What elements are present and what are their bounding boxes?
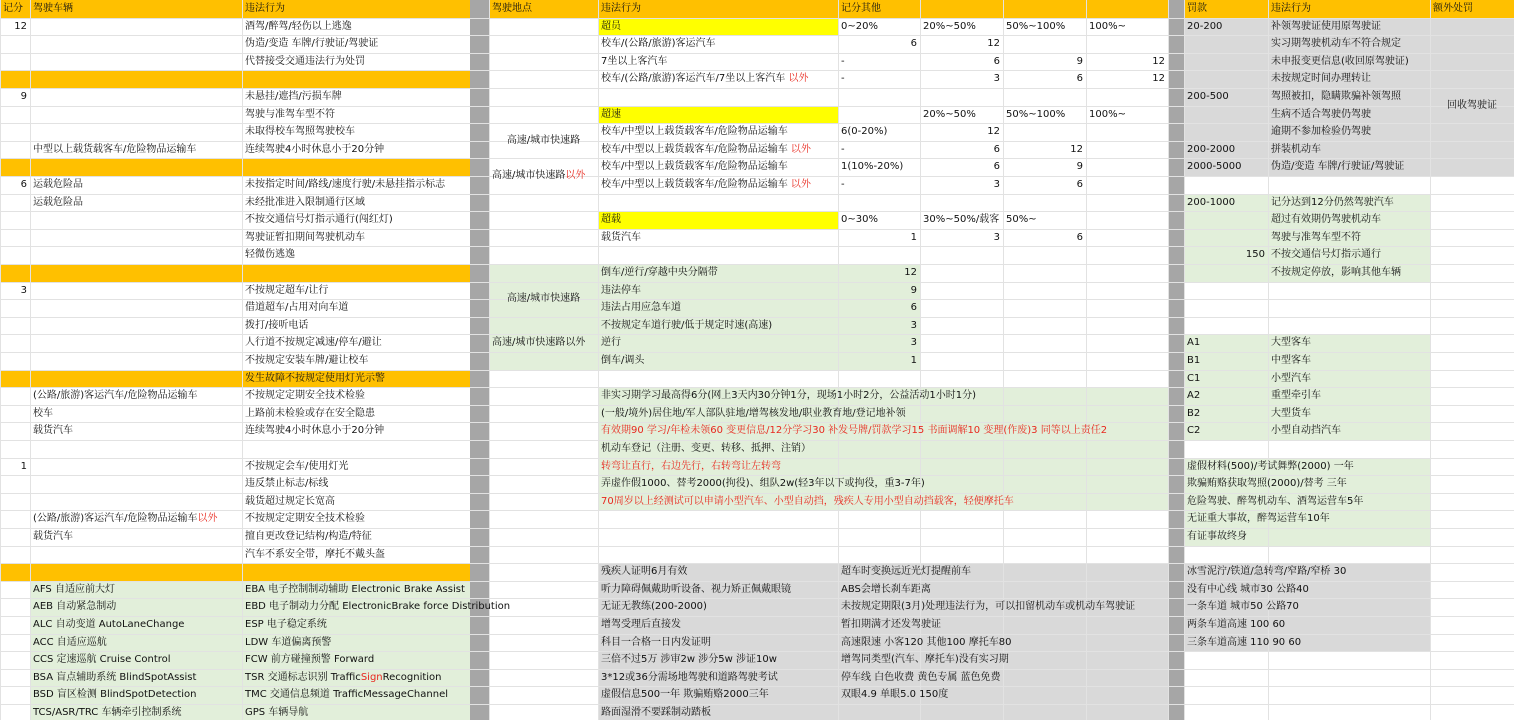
- blank: [0, 440, 470, 458]
- note[interactable]: 听力障碍佩戴助听设备、视力矫正佩戴眼镜: [601, 583, 791, 595]
- gridline: [1168, 0, 1169, 720]
- note[interactable]: 停车线 白色收费 黄色专属 蓝色免费: [841, 671, 1001, 683]
- license-class[interactable]: C2: [1187, 425, 1201, 437]
- score-value[interactable]: -: [841, 73, 845, 85]
- violation[interactable]: 逆行: [601, 337, 621, 349]
- fine-amount[interactable]: 200-500: [1187, 91, 1229, 102]
- adas-term[interactable]: ACC 自适应巡航: [33, 636, 107, 648]
- adas-term[interactable]: TCS/ASR/TRC 车辆牵引控制系统: [33, 707, 182, 718]
- adas-term-part: Sign: [360, 671, 383, 683]
- license-vehicle[interactable]: 小型汽车: [1271, 372, 1311, 384]
- note[interactable]: 暂扣期满才还发驾驶证: [841, 619, 941, 630]
- score-value[interactable]: 9: [1076, 55, 1083, 67]
- header-location[interactable]: 驾驶地点: [492, 3, 532, 14]
- violation[interactable]: 未悬挂/遮挡/污损车牌: [245, 91, 342, 102]
- score-value[interactable]: 1: [910, 355, 917, 366]
- violation[interactable]: 驾照被扣，隐瞒欺骗补领驾照: [1271, 91, 1401, 102]
- violation[interactable]: 违反禁止标志/标线: [245, 478, 329, 490]
- header-violation[interactable]: 违法行为: [601, 3, 641, 14]
- score-value[interactable]: 9: [910, 284, 917, 296]
- violation[interactable]: [598, 70, 811, 88]
- violation[interactable]: [598, 141, 814, 159]
- license-vehicle[interactable]: 大型客车: [1271, 337, 1311, 349]
- score-value[interactable]: 6: [993, 55, 1000, 67]
- ban-rule[interactable]: 虚假材料(500)/考试舞弊(2000) 一年: [1187, 460, 1354, 472]
- score-value[interactable]: -: [841, 55, 845, 67]
- violation[interactable]: 未按指定时间/路线/速度行驶/未悬挂指示标志: [245, 179, 446, 190]
- score-value[interactable]: 12: [1152, 73, 1165, 85]
- violation[interactable]: 借道超车/占用对向车道: [245, 302, 349, 314]
- location[interactable]: [489, 167, 588, 185]
- score-value[interactable]: 1(10%-20%): [841, 161, 904, 173]
- ban-rule[interactable]: 无证重大事故，醉驾运营车10年: [1187, 513, 1330, 525]
- range-head[interactable]: 0~20%: [841, 20, 878, 32]
- violation[interactable]: 逾期不参加检验仍驾驶: [1271, 126, 1371, 138]
- gridline: [0, 299, 1514, 300]
- note[interactable]: 未按规定期限(3月)处理违法行为，可以扣留机动车或机动车驾驶证: [841, 601, 1136, 613]
- license-class[interactable]: A2: [1187, 390, 1201, 402]
- violation[interactable]: 驾驶与准驾车型不符: [245, 108, 335, 120]
- violation[interactable]: 连续驾驶4小时休息小于20分钟: [245, 143, 385, 155]
- license-vehicle[interactable]: 小型自动挡汽车: [1271, 425, 1341, 437]
- score-12[interactable]: 12: [14, 20, 27, 32]
- violation[interactable]: 不按规定定期安全技术检验: [245, 390, 365, 402]
- note[interactable]: 双眼4.9 单眼5.0 150度: [841, 689, 949, 701]
- violation[interactable]: [598, 176, 814, 194]
- violation[interactable]: 未经批准进入限制通行区域: [245, 196, 365, 208]
- gridline: [0, 282, 1514, 283]
- highlight: [598, 211, 838, 229]
- cell-text-red: 以外: [565, 170, 586, 182]
- note[interactable]: ABS会增长刹车距离: [841, 583, 931, 595]
- vehicle[interactable]: 中型以上载货载客车/危险物品运输车: [33, 143, 197, 155]
- range-head[interactable]: 20%~50%: [923, 108, 976, 120]
- note[interactable]: 转弯让直行，右边先行，右转弯让左转弯: [601, 460, 781, 472]
- violation[interactable]: 不按规定车道行驶/低于规定时速(高速): [601, 319, 773, 331]
- violation[interactable]: 上路前未检验或存在安全隐患: [245, 407, 375, 419]
- location[interactable]: 高速/城市快速路: [506, 135, 581, 146]
- range-head[interactable]: 20%~50%: [923, 20, 976, 32]
- blank: [0, 493, 470, 511]
- range-head[interactable]: 100%~: [1089, 20, 1126, 32]
- ban-rule[interactable]: 危险驾驶、醉驾机动车、酒驾运营车5年: [1187, 495, 1364, 507]
- license-class[interactable]: B1: [1187, 355, 1201, 366]
- score-value[interactable]: -: [841, 179, 845, 190]
- violation[interactable]: 载货超过规定长宽高: [245, 495, 335, 507]
- violation[interactable]: 不按交通信号灯指示通行(闯红灯): [245, 214, 393, 226]
- score-value[interactable]: -: [841, 143, 845, 155]
- score-value[interactable]: 12: [987, 38, 1000, 50]
- note[interactable]: (一般/境外)居住地/军人部队驻地/增驾核发地/职业教育地/登记地补领: [601, 407, 906, 419]
- fine-amount[interactable]: 200-2000: [1187, 143, 1236, 155]
- adas-term[interactable]: BSD 盲区检测 BlindSpotDetection: [33, 689, 197, 701]
- license-class[interactable]: C1: [1187, 372, 1201, 384]
- range-head[interactable]: 50%~100%: [1006, 20, 1066, 32]
- header-extra-penalty[interactable]: 额外处罚: [1433, 3, 1473, 14]
- note[interactable]: 机动车登记（注册、变更、转移、抵押、注销）: [601, 443, 811, 454]
- note[interactable]: 三倍不过5万 涉审2w 涉分5w 涉证10w: [601, 654, 777, 666]
- note[interactable]: 非实习期学习最高得6分(网上3天内30分钟1分，现场1小时2分，公益活动1小时1分): [601, 390, 977, 402]
- group-divider: [0, 370, 470, 388]
- vehicle[interactable]: 校车: [33, 407, 53, 419]
- score-1[interactable]: 1: [20, 460, 27, 472]
- cell-text-red: 以外: [790, 143, 811, 155]
- gridline: [0, 704, 1514, 705]
- violation[interactable]: 不按规定会车/使用灯光: [245, 460, 349, 472]
- cell-text-red: 以外: [788, 73, 809, 85]
- note[interactable]: 科目一合格一日内发证明: [601, 636, 711, 648]
- violation[interactable]: 未取得校车驾照驾驶校车: [245, 126, 355, 138]
- license-vehicle[interactable]: 大型货车: [1271, 407, 1311, 419]
- score-value[interactable]: 12: [1152, 55, 1165, 67]
- adas-term[interactable]: AFS 自适应前大灯: [33, 583, 115, 595]
- violation[interactable]: 违法停车: [601, 284, 641, 296]
- ban-rule[interactable]: 欺骗贿赂获取驾照(2000)/替考 三年: [1187, 478, 1347, 490]
- gridline: [0, 546, 1514, 547]
- cell-text: 高速/城市快速路: [492, 170, 566, 182]
- note[interactable]: 虚假信息500一年 欺骗贿赂2000三年: [601, 689, 769, 701]
- adas-term[interactable]: EBA 电子控制制动辅助 Electronic Brake Assist: [245, 583, 465, 595]
- violation[interactable]: 校车/(公路/旅游)客运汽车: [601, 38, 716, 50]
- adas-term[interactable]: BSA 盲点辅助系统 BlindSpotAssist: [33, 671, 197, 683]
- fine-amount[interactable]: 20-200: [1187, 20, 1223, 32]
- violation[interactable]: 拼装机动车: [1271, 143, 1321, 155]
- violation[interactable]: 倒车/逆行/穿越中央分隔带: [601, 267, 718, 278]
- violation[interactable]: 未按规定时间办理转让: [1271, 73, 1371, 85]
- score-value[interactable]: 6(0-20%): [841, 126, 888, 138]
- gridline: [0, 528, 1514, 529]
- score-value[interactable]: 6: [1076, 73, 1083, 85]
- score-value[interactable]: 3: [993, 73, 1000, 85]
- score-value[interactable]: 6: [1076, 231, 1083, 243]
- speed-rule[interactable]: 三条车道高速 110 90 60: [1187, 636, 1302, 648]
- separator-column: [1168, 0, 1184, 720]
- note[interactable]: 高速限速 小客120 其他100 摩托车80: [841, 636, 1012, 648]
- violation[interactable]: 不按规定定期安全技术检验: [245, 513, 365, 525]
- score-value[interactable]: 6: [993, 143, 1000, 155]
- score-9[interactable]: 9: [20, 91, 27, 102]
- note[interactable]: 3*12或36分需场地驾驶和道路驾驶考试: [601, 671, 778, 683]
- score-value[interactable]: 6: [910, 38, 917, 50]
- note[interactable]: 残疾人证明6月有效: [601, 566, 688, 578]
- violation[interactable]: 不按规定安装车牌/避让校车: [245, 355, 369, 366]
- license-class[interactable]: A1: [1187, 337, 1201, 349]
- score-value[interactable]: 6: [993, 161, 1000, 173]
- note[interactable]: 路面湿滑不要踩制动踏板: [601, 707, 711, 718]
- violation[interactable]: 未申报变更信息(收回原驾驶证): [1271, 55, 1409, 67]
- violation[interactable]: 代替接受交通违法行为处罚: [245, 55, 365, 67]
- violation[interactable]: 伪造/变造 车牌/行驶证/驾驶证: [1271, 161, 1405, 173]
- violation[interactable]: 载货汽车: [601, 231, 641, 243]
- group-divider: [0, 158, 470, 176]
- adas-term[interactable]: ALC 自动变道 AutoLaneChange: [33, 619, 185, 630]
- violation[interactable]: 伪造/变造 车牌/行驶证/驾驶证: [245, 38, 379, 50]
- score-value[interactable]: 3: [910, 337, 917, 349]
- violation[interactable]: 实习期驾驶机动车不符合规定: [1271, 38, 1401, 50]
- cell-text-red: 以外: [790, 179, 811, 190]
- violation[interactable]: 倒车/调头: [601, 355, 645, 366]
- adas-term[interactable]: AEB 自动紧急制动: [33, 601, 117, 613]
- highlight: [598, 106, 838, 124]
- violation[interactable]: 连续驾驶4小时休息小于20分钟: [245, 425, 385, 437]
- vehicle[interactable]: (公路/旅游)客运汽车/危险物品运输车: [33, 390, 198, 402]
- violation[interactable]: 不按规定超车/让行: [245, 284, 329, 296]
- cell-text: 校车/(公路/旅游)客运汽车/7坐以上客汽车: [601, 73, 789, 85]
- adas-term[interactable]: LDW 车道偏离预警: [245, 636, 332, 648]
- vehicle[interactable]: 载货汽车: [33, 531, 73, 542]
- violation[interactable]: 记分达到12分仍然驾驶汽车: [1271, 196, 1394, 208]
- extra-penalty[interactable]: 回收驾驶证: [1447, 99, 1497, 111]
- cell-text: 校车/中型以上载货载客车/危险物品运输车: [601, 143, 791, 155]
- violation[interactable]: 校车/中型以上载货载客车/危险物品运输车: [601, 126, 788, 138]
- location[interactable]: 高速/城市快速路: [506, 293, 581, 305]
- note[interactable]: 增驾受理后直接发: [601, 619, 681, 630]
- range-head[interactable]: 50%~: [1006, 214, 1037, 226]
- note[interactable]: 弄虚作假1000、替考2000(拘役)、组队2w(轻3年以下或拘役，重3-7年): [601, 478, 925, 490]
- group-divider: [0, 264, 470, 282]
- adas-term-part: TSR 交通标志识别 Traffic: [245, 671, 361, 683]
- score-value[interactable]: 12: [904, 267, 917, 278]
- note[interactable]: 无证无教练(200-2000): [601, 601, 707, 613]
- score-value[interactable]: 3: [993, 179, 1000, 190]
- vehicle[interactable]: 运载危险品: [33, 196, 83, 208]
- violation[interactable]: 生病不适合驾驶仍驾驶: [1271, 108, 1371, 120]
- violation[interactable]: 补领驾驶证使用原驾驶证: [1271, 20, 1381, 32]
- header-score-other[interactable]: 记分其他: [841, 3, 881, 14]
- score-6[interactable]: 6: [20, 179, 27, 190]
- speed-rule[interactable]: 两条车道高速 100 60: [1187, 619, 1286, 630]
- highlight: [598, 18, 838, 36]
- note[interactable]: 超车时变换远近光灯提醒前车: [841, 566, 971, 578]
- adas-term[interactable]: GPS 车辆导航: [245, 707, 309, 718]
- violation[interactable]: 7坐以上客汽车: [601, 55, 668, 67]
- ban-rule[interactable]: 有证事故终身: [1187, 531, 1247, 542]
- violation[interactable]: 发生故障不按规定使用灯光示警: [245, 372, 385, 384]
- license-vehicle[interactable]: 重型牵引车: [1271, 390, 1321, 402]
- violation[interactable]: 擅自更改登记结构/构造/特征: [245, 531, 372, 542]
- cell-text: (公路/旅游)客运汽车/危险物品运输车: [33, 513, 198, 525]
- score-value[interactable]: 1: [910, 231, 917, 243]
- fine-amount[interactable]: 2000-5000: [1187, 161, 1242, 173]
- vehicle[interactable]: [30, 510, 221, 528]
- speed-rule[interactable]: 冰雪泥泞/铁道/急转弯/窄路/窄桥 30: [1187, 566, 1347, 578]
- cell-text-red: 以外: [197, 513, 218, 525]
- header-violation[interactable]: 违法行为: [245, 3, 285, 14]
- header-vehicle[interactable]: 驾驶车辆: [33, 3, 73, 14]
- vehicle[interactable]: 载货汽车: [33, 425, 73, 437]
- score-value[interactable]: 6: [1076, 179, 1083, 190]
- group-divider: [0, 563, 470, 581]
- note[interactable]: 有效期90 学习/年检未领60 变更信息/12分学习30 补发号牌/罚款学习15 书面调解10 变理(作废)3 同等以上责任2: [601, 425, 1108, 437]
- adas-term[interactable]: TMC 交通信息频道 TrafficMessageChannel: [245, 689, 449, 701]
- header-score[interactable]: 记分: [3, 3, 23, 14]
- violation[interactable]: 汽车不系安全带，摩托不戴头盔: [245, 548, 385, 560]
- violation[interactable]: 违法占用应急车道: [601, 302, 681, 314]
- range-head[interactable]: 50%~100%: [1006, 108, 1066, 120]
- score-value[interactable]: 3: [993, 231, 1000, 243]
- weight-title[interactable]: 超载: [601, 214, 621, 226]
- adas-term-part: Recognition: [382, 671, 442, 683]
- score-value[interactable]: 12: [987, 126, 1000, 138]
- violation[interactable]: 不按规定停放，影响其他车辆: [1271, 267, 1401, 278]
- speed-title[interactable]: 超速: [601, 108, 621, 120]
- location[interactable]: 高速/城市快速路以外: [492, 337, 586, 349]
- adas-term[interactable]: [242, 669, 445, 687]
- violation[interactable]: 不按交通信号灯指示通行: [1271, 249, 1381, 261]
- fine-amount[interactable]: 200-1000: [1187, 196, 1236, 208]
- speed-rule[interactable]: 没有中心线 城市30 公路40: [1187, 583, 1309, 595]
- violation[interactable]: 校车/中型以上载货载客车/危险物品运输车: [601, 161, 788, 173]
- range-head[interactable]: 0~30%: [841, 214, 878, 226]
- violation[interactable]: 人行道不按规定减速/停车/避让: [245, 337, 382, 349]
- score-value[interactable]: 12: [1070, 143, 1083, 155]
- violation[interactable]: 酒驾/醉驾/轻伤以上逃逸: [245, 20, 352, 32]
- score-value[interactable]: 6: [910, 302, 917, 314]
- violation[interactable]: 超过有效期仍驾驶机动车: [1271, 214, 1381, 226]
- adas-term[interactable]: ESP 电子稳定系统: [245, 619, 327, 630]
- score-3[interactable]: 3: [20, 284, 27, 296]
- vehicle[interactable]: 运载危险品: [33, 179, 83, 190]
- overload-title[interactable]: 超员: [601, 20, 621, 32]
- range-head[interactable]: 100%~: [1089, 108, 1126, 120]
- header-violation[interactable]: 违法行为: [1271, 3, 1311, 14]
- adas-term[interactable]: EBD 电子制动力分配 ElectronicBrake force Distribution: [245, 601, 511, 613]
- violation[interactable]: 拨打/接听电话: [245, 319, 309, 331]
- license-vehicle[interactable]: 中型客车: [1271, 355, 1311, 366]
- group-divider: [0, 70, 470, 88]
- license-class[interactable]: B2: [1187, 407, 1201, 419]
- speed-rule[interactable]: 一条车道 城市50 公路70: [1187, 601, 1299, 613]
- violation[interactable]: 驾驶与准驾车型不符: [1271, 231, 1361, 243]
- note[interactable]: 增驾同类型(汽车、摩托车)没有实习期: [841, 654, 1009, 666]
- header-fine[interactable]: 罚款: [1187, 3, 1207, 14]
- adas-term[interactable]: CCS 定速巡航 Cruise Control: [33, 654, 171, 666]
- fine-amount[interactable]: 150: [1245, 249, 1265, 261]
- violation[interactable]: 轻微伤逃逸: [245, 249, 295, 261]
- cell-text: 校车/中型以上载货载客车/危险物品运输车: [601, 179, 791, 190]
- gridline: [0, 0, 1, 720]
- score-value[interactable]: 9: [1076, 161, 1083, 173]
- violation[interactable]: 驾驶证暂扣期间驾驶机动车: [245, 231, 365, 243]
- range-head[interactable]: 30%~50%/载客: [923, 214, 1000, 226]
- note[interactable]: 70周岁以上经测试可以申请小型汽车、小型自动挡，残疾人专用小型自动挡载客，轻便摩托车: [601, 495, 1014, 507]
- adas-term[interactable]: FCW 前方碰撞预警 Forward: [245, 654, 375, 666]
- score-value[interactable]: 3: [910, 319, 917, 331]
